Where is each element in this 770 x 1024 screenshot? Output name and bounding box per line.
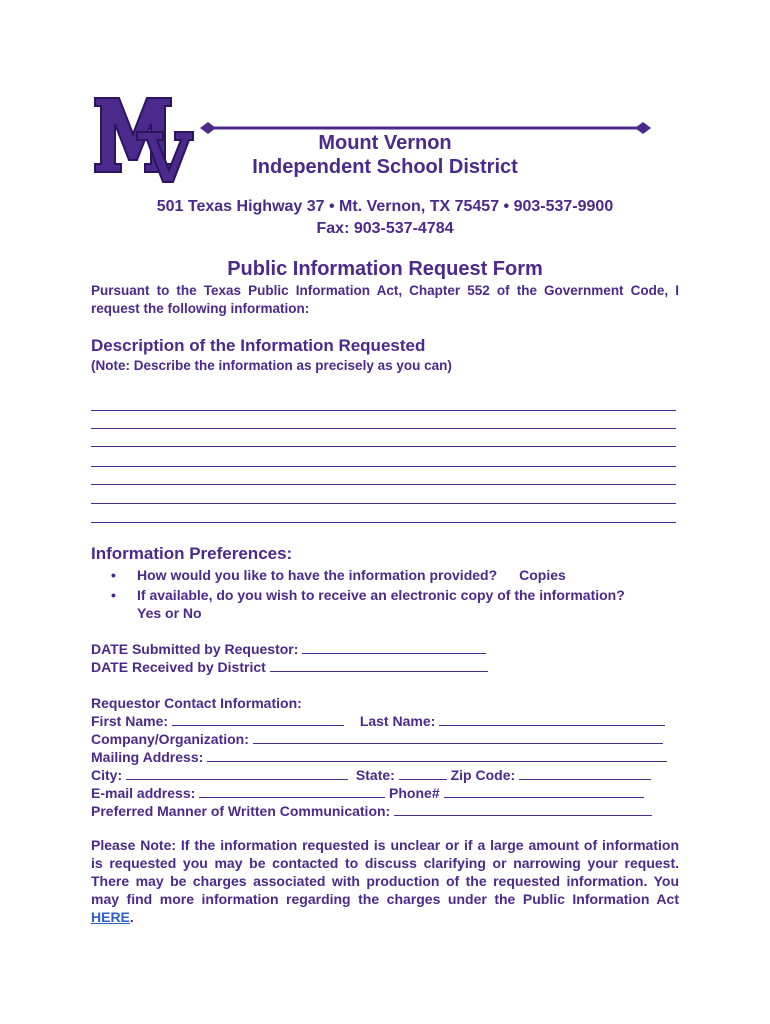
public-information-act-link[interactable]: HERE	[91, 909, 130, 925]
description-line-2[interactable]	[91, 428, 676, 429]
district-address: 501 Texas Highway 37 • Mt. Vernon, TX 75457 • 903-537-9900	[156, 198, 614, 215]
description-line-1[interactable]	[91, 410, 676, 411]
district-fax: Fax: 903-537-4784	[316, 220, 454, 237]
first-name-field[interactable]	[172, 713, 344, 726]
date-submitted-field[interactable]	[302, 641, 486, 654]
preference-question-format: How would you like to have the information provided?	[137, 567, 498, 583]
please-note-paragraph	[91, 836, 679, 926]
preference-option-copies[interactable]: Copies	[519, 567, 566, 583]
preferences-list	[91, 566, 691, 622]
date-received-label: DATE Received by District	[91, 659, 266, 675]
phone-field[interactable]	[444, 785, 644, 798]
zip-field[interactable]	[519, 767, 651, 780]
email-label: E-mail address:	[91, 785, 196, 801]
email-field[interactable]	[199, 785, 385, 798]
school-name-line2: Independent School District	[252, 156, 518, 178]
name-row	[91, 712, 665, 730]
email-row	[91, 784, 644, 802]
school-name-line1: Mount Vernon	[318, 132, 452, 154]
date-submitted-label: DATE Submitted by Requestor:	[91, 641, 299, 657]
description-line-4[interactable]	[91, 466, 676, 467]
preferences-heading: Information Preferences:	[91, 544, 293, 563]
please-note-text: Please Note: If the information requested is unclear or if a large amount of information is requested you may be contacted to discuss clarifying or narrowing your request. There may be charges associated with production of the requested information. You may find more information regarding the charges under the Public Information Act	[91, 837, 679, 907]
first-name-label: First Name:	[91, 713, 169, 729]
form-title: Public Information Request Form	[227, 258, 543, 280]
company-field[interactable]	[253, 731, 663, 744]
company-row	[91, 730, 663, 748]
mailing-address-field[interactable]	[207, 749, 667, 762]
state-label: State:	[355, 767, 395, 783]
description-line-7[interactable]	[91, 522, 676, 523]
last-name-label: Last Name:	[359, 713, 436, 729]
date-received-field[interactable]	[270, 659, 488, 672]
bullet-icon: •	[111, 567, 116, 583]
phone-label: Phone#	[389, 785, 440, 801]
state-field[interactable]	[399, 767, 447, 780]
zip-label: Zip Code:	[450, 767, 516, 783]
preference-item-format	[91, 566, 691, 584]
city-field[interactable]	[126, 767, 348, 780]
date-received-row	[91, 658, 488, 676]
city-row	[91, 766, 651, 784]
preference-question-electronic: If available, do you wish to receive an electronic copy of the information?	[137, 587, 625, 603]
mailing-address-label: Mailing Address:	[91, 749, 204, 765]
bullet-icon: •	[111, 587, 116, 603]
mailing-row	[91, 748, 667, 766]
description-line-6[interactable]	[91, 503, 676, 504]
please-note-period: .	[129, 909, 134, 925]
preferred-manner-label: Preferred Manner of Written Communication:	[91, 803, 391, 819]
preferred-manner-row	[91, 802, 652, 820]
contact-heading: Requestor Contact Information:	[91, 695, 302, 711]
description-note: (Note: Describe the information as precisely as you can)	[91, 358, 452, 373]
form-intro: Pursuant to the Texas Public Information Act, Chapter 552 of the Government Code, I request the following information:	[91, 283, 679, 316]
preference-item-electronic	[91, 586, 691, 622]
description-line-3[interactable]	[91, 446, 676, 447]
city-label: City:	[91, 767, 123, 783]
description-line-5[interactable]	[91, 484, 676, 485]
preferred-manner-field[interactable]	[394, 803, 652, 816]
company-label: Company/Organization:	[91, 731, 249, 747]
last-name-field[interactable]	[439, 713, 665, 726]
date-submitted-row	[91, 640, 486, 658]
description-heading: Description of the Information Requested	[91, 336, 426, 355]
preference-option-yes-no[interactable]: Yes or No	[137, 605, 202, 621]
mv-logo	[93, 94, 195, 184]
